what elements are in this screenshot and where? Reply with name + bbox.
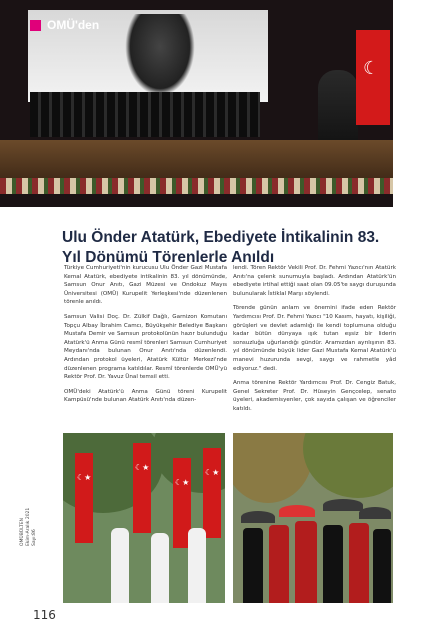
academic-robe-attendee	[349, 523, 369, 603]
tree	[233, 433, 313, 503]
stage-flowers	[0, 178, 393, 194]
tree	[303, 433, 393, 498]
honor-guard	[188, 528, 206, 603]
ataturk-portrait-image	[125, 14, 195, 96]
attendee	[243, 528, 263, 603]
ceremony-stage-photo	[0, 0, 393, 207]
academic-robe-attendee	[295, 521, 317, 603]
umbrella	[279, 505, 315, 517]
issue-caption	[20, 508, 38, 546]
article-column-right	[233, 264, 396, 420]
attendee	[323, 525, 343, 603]
choir-group	[30, 92, 260, 137]
attendee	[373, 529, 391, 603]
paragraph: Türkiye Cumhuriyeti'nin kurucusu Ulu Önder Gazi Mustafa Kemal Atatürk, ebediyete intikalinin 83. yıl dönümünde, Samsun Onur Anıtı, Gazi Müzesi ve Ondokuz Mayıs Üniversitesi (OMÜ) Kurupelit Yerleşkesi'nde düzenlenen törenle anıldı.	[64, 265, 227, 306]
turkish-flag	[203, 448, 221, 538]
ataturk-standee-image	[318, 70, 358, 150]
article-column-left	[64, 264, 227, 411]
magazine-name: OMÜBÜLTEN	[20, 518, 25, 546]
turkish-flag	[75, 453, 93, 543]
paragraph: OMÜ'deki Atatürk'ü Anma Günü töreni Kurupelit Kampüsü'nde bulunan Atatürk Anıtı'nda düzen-	[64, 388, 227, 404]
paragraph: Törende günün anlam ve önemini ifade eden Rektör Yardımcısı Prof. Dr. Fehmi Yazıcı "10 Kasım, hayatı, kişiliği, görüşleri ve devlet adamlığı ile kendi toplumuna olduğu kadar bütün dünyaya ışık tutan eşsiz bir liderin sonsuzluğa uğurlandığı gündür. Aramızdan ayrılışının 83. yıl dönümünde büyük lider Gazi Mustafa Kemal Atatürk'ü manevi huzurunda sevgi, saygı ve rahmetle yâd ediyoruz." dedi.	[233, 305, 396, 372]
honor-guard	[151, 533, 169, 603]
paragraph: lendi. Tören Rektör Vekili Prof. Dr. Fehmi Yazıcı'nın Atatürk Anıtı'na çelenk sunumuyla başladı. Ardından Atatürk'ün ebediyete irtihal ettiği saat olan 09.05'te saygı duruşunda bulunularak İstiklal Marşı söylendi.	[233, 265, 396, 297]
umbrella	[359, 507, 391, 519]
turkish-flag-banner: ☾	[356, 30, 390, 125]
article-title: Ulu Önder Atatürk, Ebediyete İntikalinin 83. Yıl Dönümü Törenlerle Anıldı	[62, 229, 380, 267]
rector-ceremony-photo	[233, 433, 393, 603]
brand-square-icon	[30, 20, 41, 31]
umbrella	[323, 499, 363, 511]
paragraph: Anma törenine Rektör Yardımcısı Prof. Dr. Cengiz Batuk, Genel Sekreter Prof. Dr. Hüseyin Gençcelep, senato üyeleri, akademisyenler, çok sayıda çalışan ve öğrenciler katıldı.	[233, 380, 396, 412]
turkish-flag	[133, 443, 151, 533]
academic-robe-attendee	[269, 525, 289, 603]
brand-label: OMÜ'den	[47, 18, 100, 32]
section-brand	[30, 18, 99, 32]
umbrella	[241, 511, 275, 523]
paragraph: Samsun Valisi Doç. Dr. Zülkif Dağlı, Garnizon Komutanı Topçu Albay İbrahim Camcı, Büyükşehir Belediye Başkanı Mustafa Demir ve Samsun protokolünün hazır bulunduğu Atatürk'ü Anma Günü resmî törenleri Samsun Cumhuriyet Meydanı'nda bulunan Onur Anıtı'nda düzenlendi. Ardından protokol üyeleri, Atatürk Kültür Merkezi'nde düzenlenen programa katıldılar. Resmî törenlerde OMÜ'yü Rektör Prof. Dr. Yavuz Ünal temsil etti.	[64, 313, 227, 381]
page-number: 116	[33, 608, 56, 622]
issue-number: Sayı:86	[32, 529, 37, 546]
flag-ceremony-photo	[63, 433, 225, 603]
issue-date: Ekim-Aralık 2021	[26, 507, 31, 546]
honor-guard	[111, 528, 129, 603]
